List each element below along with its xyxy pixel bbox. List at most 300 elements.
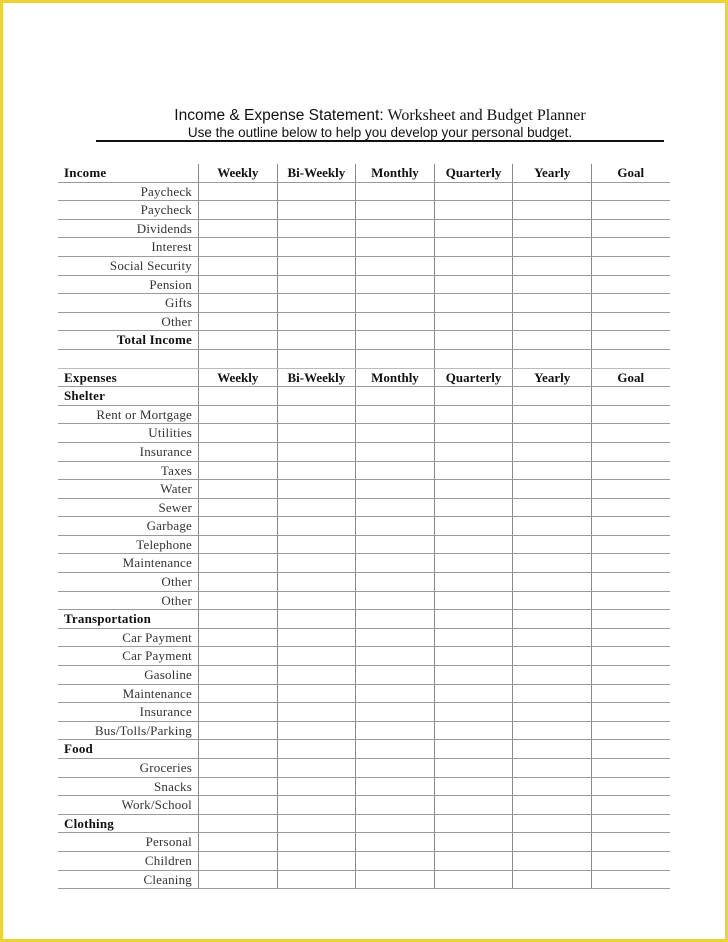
amount-cell[interactable] bbox=[277, 257, 356, 275]
amount-cell[interactable] bbox=[198, 554, 277, 572]
amount-cell[interactable] bbox=[434, 740, 513, 758]
amount-cell[interactable] bbox=[277, 313, 356, 331]
amount-cell[interactable] bbox=[355, 554, 434, 572]
amount-cell[interactable] bbox=[434, 666, 513, 684]
amount-cell[interactable] bbox=[355, 740, 434, 758]
amount-cell[interactable] bbox=[277, 629, 356, 647]
row-label: Cleaning bbox=[143, 871, 192, 887]
column-header: Monthly bbox=[355, 164, 434, 182]
amount-cell[interactable] bbox=[355, 796, 434, 814]
table-row bbox=[58, 778, 670, 797]
table-row bbox=[58, 313, 670, 332]
amount-cell[interactable] bbox=[355, 610, 434, 628]
table-row bbox=[58, 276, 670, 295]
amount-cell[interactable] bbox=[434, 294, 513, 312]
amount-cell[interactable] bbox=[355, 331, 434, 349]
amount-cell[interactable] bbox=[591, 331, 670, 349]
amount-cell[interactable] bbox=[355, 294, 434, 312]
amount-cell[interactable] bbox=[355, 778, 434, 796]
amount-cell[interactable] bbox=[434, 201, 513, 219]
amount-cell[interactable] bbox=[198, 517, 277, 535]
amount-cell[interactable] bbox=[355, 759, 434, 777]
amount-cell[interactable] bbox=[198, 722, 277, 740]
amount-cell[interactable] bbox=[277, 220, 356, 238]
column-header: Bi-Weekly bbox=[277, 369, 356, 387]
amount-cell[interactable] bbox=[591, 257, 670, 275]
amount-cell[interactable] bbox=[355, 573, 434, 591]
amount-cell[interactable] bbox=[355, 276, 434, 294]
table-row bbox=[58, 183, 670, 202]
amount-cell[interactable] bbox=[591, 833, 670, 851]
row-label: Children bbox=[144, 852, 192, 868]
column-header: Yearly bbox=[512, 164, 591, 182]
amount-cell[interactable] bbox=[591, 815, 670, 833]
amount-cell[interactable] bbox=[198, 647, 277, 665]
table-row bbox=[58, 257, 670, 276]
amount-cell[interactable] bbox=[198, 220, 277, 238]
amount-cell[interactable] bbox=[198, 796, 277, 814]
section-row bbox=[58, 740, 670, 759]
amount-cell[interactable] bbox=[512, 462, 591, 480]
amount-cell[interactable] bbox=[198, 815, 277, 833]
amount-cell[interactable] bbox=[277, 685, 356, 703]
amount-cell[interactable] bbox=[512, 294, 591, 312]
amount-cell[interactable] bbox=[591, 183, 670, 201]
amount-cell bbox=[512, 350, 591, 368]
amount-cell[interactable] bbox=[355, 647, 434, 665]
row-label: Snacks bbox=[153, 778, 192, 794]
amount-cell[interactable] bbox=[198, 462, 277, 480]
section-label: Transportation bbox=[64, 611, 152, 627]
amount-cell[interactable] bbox=[355, 536, 434, 554]
amount-cell[interactable] bbox=[277, 703, 356, 721]
amount-cell[interactable] bbox=[434, 815, 513, 833]
amount-cell[interactable] bbox=[277, 759, 356, 777]
amount-cell[interactable] bbox=[355, 462, 434, 480]
total-row bbox=[58, 331, 670, 350]
table-row bbox=[58, 294, 670, 313]
amount-cell[interactable] bbox=[277, 740, 356, 758]
column-header: Weekly bbox=[198, 164, 277, 182]
row-label: Insurance bbox=[139, 704, 192, 720]
amount-cell[interactable] bbox=[277, 517, 356, 535]
amount-cell[interactable] bbox=[434, 796, 513, 814]
amount-cell[interactable] bbox=[198, 871, 277, 889]
amount-cell[interactable] bbox=[198, 313, 277, 331]
amount-cell[interactable] bbox=[591, 201, 670, 219]
amount-cell[interactable] bbox=[591, 480, 670, 498]
amount-cell[interactable] bbox=[277, 666, 356, 684]
row-label: Car Payment bbox=[122, 648, 192, 664]
amount-cell[interactable] bbox=[591, 536, 670, 554]
amount-cell[interactable] bbox=[198, 573, 277, 591]
table-row bbox=[58, 796, 670, 815]
amount-cell[interactable] bbox=[198, 387, 277, 405]
page-subtitle: Use the outline below to help you develop your personal budget. bbox=[187, 125, 573, 140]
amount-cell[interactable] bbox=[277, 815, 356, 833]
amount-cell[interactable] bbox=[198, 852, 277, 870]
amount-cell[interactable] bbox=[512, 573, 591, 591]
amount-cell[interactable] bbox=[512, 778, 591, 796]
amount-cell[interactable] bbox=[512, 387, 591, 405]
amount-cell[interactable] bbox=[512, 852, 591, 870]
section-label: Shelter bbox=[64, 388, 106, 404]
amount-cell[interactable] bbox=[591, 499, 670, 517]
row-label: Other bbox=[161, 574, 192, 590]
table-header-row bbox=[58, 164, 670, 183]
amount-cell[interactable] bbox=[198, 536, 277, 554]
amount-cell[interactable] bbox=[512, 703, 591, 721]
table-row bbox=[58, 480, 670, 499]
amount-cell[interactable] bbox=[198, 276, 277, 294]
amount-cell[interactable] bbox=[355, 443, 434, 461]
amount-cell[interactable] bbox=[198, 740, 277, 758]
amount-cell[interactable] bbox=[512, 554, 591, 572]
amount-cell[interactable] bbox=[355, 666, 434, 684]
row-label: Rent or Mortgage bbox=[96, 406, 192, 422]
amount-cell[interactable] bbox=[434, 517, 513, 535]
row-label: Interest bbox=[151, 239, 192, 255]
amount-cell[interactable] bbox=[512, 183, 591, 201]
amount-cell[interactable] bbox=[277, 592, 356, 610]
amount-cell[interactable] bbox=[198, 833, 277, 851]
amount-cell[interactable] bbox=[277, 331, 356, 349]
row-label: Paycheck bbox=[140, 183, 192, 199]
row-label: Garbage bbox=[146, 518, 192, 534]
amount-cell[interactable] bbox=[355, 722, 434, 740]
amount-cell[interactable] bbox=[512, 833, 591, 851]
amount-cell bbox=[434, 350, 513, 368]
amount-cell[interactable] bbox=[277, 183, 356, 201]
amount-cell[interactable] bbox=[512, 424, 591, 442]
amount-cell[interactable] bbox=[512, 740, 591, 758]
amount-cell[interactable] bbox=[512, 536, 591, 554]
amount-cell[interactable] bbox=[434, 462, 513, 480]
amount-cell[interactable] bbox=[277, 833, 356, 851]
amount-cell[interactable] bbox=[198, 294, 277, 312]
amount-cell[interactable] bbox=[512, 276, 591, 294]
amount-cell[interactable] bbox=[512, 685, 591, 703]
amount-cell[interactable] bbox=[591, 294, 670, 312]
amount-cell[interactable] bbox=[355, 685, 434, 703]
amount-cell[interactable] bbox=[512, 647, 591, 665]
column-header: Bi-Weekly bbox=[277, 164, 356, 182]
row-label: Other bbox=[161, 313, 192, 329]
amount-cell[interactable] bbox=[198, 610, 277, 628]
amount-cell[interactable] bbox=[198, 443, 277, 461]
row-label: Total Income bbox=[116, 332, 192, 348]
amount-cell[interactable] bbox=[512, 796, 591, 814]
amount-cell[interactable] bbox=[434, 610, 513, 628]
amount-cell[interactable] bbox=[591, 703, 670, 721]
amount-cell[interactable] bbox=[277, 647, 356, 665]
amount-cell[interactable] bbox=[591, 238, 670, 256]
amount-cell[interactable] bbox=[198, 778, 277, 796]
amount-cell[interactable] bbox=[591, 573, 670, 591]
amount-cell[interactable] bbox=[512, 815, 591, 833]
amount-cell[interactable] bbox=[434, 871, 513, 889]
table-row bbox=[58, 554, 670, 573]
amount-cell[interactable] bbox=[434, 238, 513, 256]
title-part-planner: Worksheet and Budget Planner bbox=[387, 107, 586, 124]
amount-cell[interactable] bbox=[512, 238, 591, 256]
table-row bbox=[58, 517, 670, 536]
amount-cell[interactable] bbox=[434, 536, 513, 554]
table-row bbox=[58, 406, 670, 425]
amount-cell[interactable] bbox=[434, 759, 513, 777]
amount-cell[interactable] bbox=[198, 480, 277, 498]
amount-cell[interactable] bbox=[198, 629, 277, 647]
amount-cell[interactable] bbox=[591, 517, 670, 535]
amount-cell[interactable] bbox=[277, 554, 356, 572]
row-label: Taxes bbox=[160, 462, 192, 478]
amount-cell[interactable] bbox=[277, 387, 356, 405]
table-row bbox=[58, 592, 670, 611]
amount-cell[interactable] bbox=[355, 517, 434, 535]
amount-cell[interactable] bbox=[591, 443, 670, 461]
amount-cell[interactable] bbox=[277, 238, 356, 256]
amount-cell[interactable] bbox=[591, 685, 670, 703]
amount-cell[interactable] bbox=[277, 406, 356, 424]
section-row bbox=[58, 387, 670, 406]
amount-cell[interactable] bbox=[591, 722, 670, 740]
table-row bbox=[58, 703, 670, 722]
amount-cell[interactable] bbox=[434, 554, 513, 572]
amount-cell[interactable] bbox=[355, 852, 434, 870]
table-row bbox=[58, 759, 670, 778]
amount-cell[interactable] bbox=[277, 573, 356, 591]
amount-cell[interactable] bbox=[591, 220, 670, 238]
amount-cell[interactable] bbox=[591, 740, 670, 758]
amount-cell[interactable] bbox=[512, 871, 591, 889]
amount-cell[interactable] bbox=[591, 666, 670, 684]
amount-cell[interactable] bbox=[277, 480, 356, 498]
amount-cell[interactable] bbox=[512, 331, 591, 349]
column-header: Quarterly bbox=[434, 369, 513, 387]
amount-cell[interactable] bbox=[512, 406, 591, 424]
row-label: Work/School bbox=[121, 797, 192, 813]
row-label: Dividends bbox=[136, 220, 192, 236]
amount-cell[interactable] bbox=[355, 387, 434, 405]
amount-cell[interactable] bbox=[277, 871, 356, 889]
amount-cell[interactable] bbox=[198, 257, 277, 275]
amount-cell[interactable] bbox=[512, 610, 591, 628]
amount-cell[interactable] bbox=[434, 778, 513, 796]
column-header: Monthly bbox=[355, 369, 434, 387]
worksheet-heading bbox=[96, 106, 664, 141]
amount-cell[interactable] bbox=[198, 238, 277, 256]
table-row bbox=[58, 499, 670, 518]
amount-cell[interactable] bbox=[434, 722, 513, 740]
table-header-row bbox=[58, 369, 670, 388]
amount-cell[interactable] bbox=[277, 294, 356, 312]
row-label: Social Security bbox=[109, 257, 192, 273]
amount-cell[interactable] bbox=[434, 833, 513, 851]
amount-cell[interactable] bbox=[512, 313, 591, 331]
amount-cell[interactable] bbox=[512, 722, 591, 740]
amount-cell[interactable] bbox=[355, 871, 434, 889]
budget-worksheet-table bbox=[58, 164, 670, 889]
amount-cell[interactable] bbox=[512, 666, 591, 684]
amount-cell[interactable] bbox=[355, 220, 434, 238]
amount-cell[interactable] bbox=[434, 685, 513, 703]
amount-cell bbox=[355, 350, 434, 368]
table-row bbox=[58, 871, 670, 890]
amount-cell[interactable] bbox=[434, 220, 513, 238]
amount-cell[interactable] bbox=[277, 852, 356, 870]
amount-cell bbox=[198, 350, 277, 368]
amount-cell[interactable] bbox=[434, 443, 513, 461]
amount-cell[interactable] bbox=[355, 313, 434, 331]
section-label: Clothing bbox=[64, 815, 115, 831]
spacer-row bbox=[58, 350, 670, 369]
amount-cell[interactable] bbox=[277, 499, 356, 517]
amount-cell[interactable] bbox=[277, 536, 356, 554]
amount-cell[interactable] bbox=[591, 629, 670, 647]
table-row bbox=[58, 647, 670, 666]
amount-cell[interactable] bbox=[434, 313, 513, 331]
amount-cell[interactable] bbox=[355, 833, 434, 851]
amount-cell[interactable] bbox=[434, 183, 513, 201]
amount-cell[interactable] bbox=[434, 480, 513, 498]
amount-cell[interactable] bbox=[591, 462, 670, 480]
row-label: Car Payment bbox=[122, 629, 192, 645]
column-header: Yearly bbox=[512, 369, 591, 387]
amount-cell[interactable] bbox=[434, 257, 513, 275]
amount-cell[interactable] bbox=[277, 443, 356, 461]
amount-cell[interactable] bbox=[512, 480, 591, 498]
amount-cell[interactable] bbox=[512, 220, 591, 238]
table-row bbox=[58, 833, 670, 852]
title-underline bbox=[96, 140, 664, 142]
amount-cell[interactable] bbox=[512, 592, 591, 610]
amount-cell[interactable] bbox=[198, 759, 277, 777]
amount-cell[interactable] bbox=[277, 276, 356, 294]
column-header: Goal bbox=[591, 164, 670, 182]
amount-cell[interactable] bbox=[277, 201, 356, 219]
table-row bbox=[58, 238, 670, 257]
column-header: Weekly bbox=[198, 369, 277, 387]
amount-cell[interactable] bbox=[512, 257, 591, 275]
amount-cell[interactable] bbox=[355, 592, 434, 610]
amount-cell[interactable] bbox=[591, 796, 670, 814]
amount-cell[interactable] bbox=[198, 685, 277, 703]
table-row bbox=[58, 852, 670, 871]
amount-cell[interactable] bbox=[591, 276, 670, 294]
amount-cell[interactable] bbox=[512, 201, 591, 219]
amount-cell[interactable] bbox=[198, 703, 277, 721]
row-label bbox=[58, 350, 198, 368]
column-header: Quarterly bbox=[434, 164, 513, 182]
row-label: Paycheck bbox=[140, 202, 192, 218]
amount-cell[interactable] bbox=[434, 276, 513, 294]
amount-cell[interactable] bbox=[512, 499, 591, 517]
amount-cell[interactable] bbox=[591, 387, 670, 405]
amount-cell[interactable] bbox=[434, 592, 513, 610]
amount-cell[interactable] bbox=[198, 424, 277, 442]
amount-cell[interactable] bbox=[434, 424, 513, 442]
amount-cell[interactable] bbox=[591, 871, 670, 889]
amount-cell[interactable] bbox=[591, 610, 670, 628]
amount-cell[interactable] bbox=[355, 257, 434, 275]
amount-cell[interactable] bbox=[591, 406, 670, 424]
row-label: Gasoline bbox=[144, 667, 192, 683]
amount-cell[interactable] bbox=[355, 499, 434, 517]
amount-cell[interactable] bbox=[277, 424, 356, 442]
row-label: Other bbox=[161, 592, 192, 608]
amount-cell[interactable] bbox=[434, 852, 513, 870]
amount-cell[interactable] bbox=[277, 796, 356, 814]
amount-cell[interactable] bbox=[591, 313, 670, 331]
amount-cell[interactable] bbox=[355, 238, 434, 256]
amount-cell[interactable] bbox=[277, 722, 356, 740]
amount-cell[interactable] bbox=[198, 201, 277, 219]
amount-cell[interactable] bbox=[198, 406, 277, 424]
amount-cell[interactable] bbox=[355, 183, 434, 201]
amount-cell[interactable] bbox=[591, 778, 670, 796]
amount-cell[interactable] bbox=[512, 443, 591, 461]
amount-cell[interactable] bbox=[512, 759, 591, 777]
amount-cell[interactable] bbox=[591, 592, 670, 610]
table-row bbox=[58, 201, 670, 220]
amount-cell[interactable] bbox=[277, 778, 356, 796]
amount-cell bbox=[591, 350, 670, 368]
amount-cell[interactable] bbox=[355, 629, 434, 647]
amount-cell[interactable] bbox=[277, 462, 356, 480]
amount-cell[interactable] bbox=[434, 499, 513, 517]
amount-cell[interactable] bbox=[198, 666, 277, 684]
amount-cell[interactable] bbox=[355, 480, 434, 498]
section-row bbox=[58, 610, 670, 629]
table-row bbox=[58, 462, 670, 481]
section-row bbox=[58, 815, 670, 834]
table-row bbox=[58, 573, 670, 592]
amount-cell[interactable] bbox=[355, 201, 434, 219]
amount-cell[interactable] bbox=[591, 647, 670, 665]
row-label: Bus/Tolls/Parking bbox=[94, 722, 192, 738]
amount-cell[interactable] bbox=[198, 331, 277, 349]
amount-cell[interactable] bbox=[434, 629, 513, 647]
amount-cell[interactable] bbox=[355, 703, 434, 721]
amount-cell[interactable] bbox=[198, 499, 277, 517]
amount-cell[interactable] bbox=[434, 573, 513, 591]
amount-cell[interactable] bbox=[434, 387, 513, 405]
amount-cell[interactable] bbox=[355, 424, 434, 442]
amount-cell[interactable] bbox=[591, 852, 670, 870]
amount-cell[interactable] bbox=[355, 406, 434, 424]
amount-cell[interactable] bbox=[198, 592, 277, 610]
amount-cell[interactable] bbox=[434, 647, 513, 665]
row-label: Personal bbox=[145, 834, 192, 850]
amount-cell[interactable] bbox=[355, 815, 434, 833]
header-label: Income bbox=[64, 165, 107, 180]
amount-cell[interactable] bbox=[434, 703, 513, 721]
amount-cell[interactable] bbox=[198, 183, 277, 201]
amount-cell[interactable] bbox=[434, 406, 513, 424]
table-row bbox=[58, 666, 670, 685]
amount-cell[interactable] bbox=[591, 759, 670, 777]
row-label: Pension bbox=[149, 276, 192, 292]
amount-cell[interactable] bbox=[512, 517, 591, 535]
table-row bbox=[58, 722, 670, 741]
amount-cell[interactable] bbox=[591, 554, 670, 572]
amount-cell[interactable] bbox=[591, 424, 670, 442]
row-label: Water bbox=[160, 481, 192, 497]
row-label: Maintenance bbox=[122, 685, 192, 701]
amount-cell[interactable] bbox=[277, 610, 356, 628]
amount-cell[interactable] bbox=[512, 629, 591, 647]
amount-cell[interactable] bbox=[434, 331, 513, 349]
